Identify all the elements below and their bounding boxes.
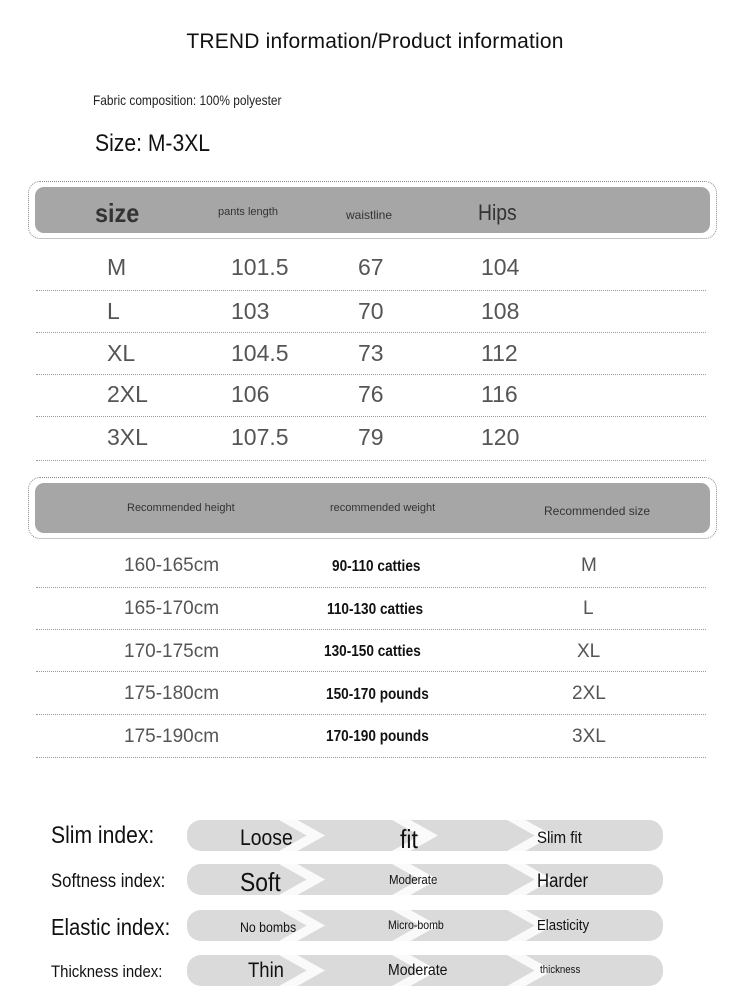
cell-recommended-height: 165-170cm <box>124 598 220 619</box>
cell-waistline: 70 <box>358 298 384 324</box>
cell-recommended-weight: 170-190 pounds <box>326 728 429 745</box>
col-header-pants-length: pants length <box>218 206 278 218</box>
cell-pants-length: 104.5 <box>231 340 289 366</box>
elastic-index-option: No bombs <box>240 919 297 935</box>
elastic-index-option: Micro-bomb <box>388 918 444 932</box>
cell-recommended-size: 3XL <box>572 726 606 747</box>
cell-pants-length: 107.5 <box>231 424 289 450</box>
cell-recommended-weight: 90-110 catties <box>332 558 421 575</box>
cell-waistline: 73 <box>358 340 384 366</box>
softness-index-option: Moderate <box>389 872 438 887</box>
col-header-hips: Hips <box>478 200 517 225</box>
col-header-recommended-height: Recommended height <box>127 502 235 514</box>
cell-hips: 116 <box>481 381 518 407</box>
cell-waistline: 67 <box>358 254 384 280</box>
fabric-composition <box>93 92 315 108</box>
cell-recommended-weight: 150-170 pounds <box>326 686 429 703</box>
table-row <box>36 248 706 291</box>
col-header-size: size <box>95 198 140 228</box>
cell-size: XL <box>107 340 136 366</box>
page-title: TREND information/Product information <box>186 30 564 53</box>
size-range-text: Size: M-3XL <box>95 130 211 157</box>
table-row <box>36 375 706 417</box>
table-row <box>36 334 706 375</box>
slim-index-option: Loose <box>240 825 293 850</box>
cell-recommended-size: L <box>583 598 594 619</box>
thickness-index-label: Thickness index: <box>51 962 163 981</box>
cell-waistline: 76 <box>358 381 384 407</box>
size-table-header <box>28 181 717 239</box>
thickness-index-option: thickness <box>540 964 581 976</box>
cell-recommended-height: 170-175cm <box>124 641 220 662</box>
cell-hips: 104 <box>481 254 520 280</box>
cell-recommended-height: 160-165cm <box>124 555 220 576</box>
cell-recommended-size: XL <box>577 641 601 662</box>
fabric-composition-text: Fabric composition: 100% polyester <box>93 92 282 108</box>
scale-divider-icon <box>279 864 325 895</box>
table-row <box>36 716 706 758</box>
elastic-index-label: Elastic index: <box>51 914 171 940</box>
elastic-index-option: Elasticity <box>537 917 590 934</box>
cell-pants-length: 103 <box>231 298 270 324</box>
slim-index-option: fit <box>400 824 418 854</box>
cell-size: M <box>107 254 127 280</box>
thickness-index-option: Moderate <box>388 962 448 979</box>
cell-recommended-size: 2XL <box>572 683 606 704</box>
cell-size: 2XL <box>107 381 148 407</box>
table-row <box>36 589 706 630</box>
softness-index-option: Harder <box>537 871 589 892</box>
cell-waistline: 79 <box>358 424 384 450</box>
cell-recommended-weight: 110-130 catties <box>327 601 424 618</box>
softness-index-label: Softness index: <box>51 871 166 892</box>
scale-divider-icon <box>279 955 325 986</box>
cell-pants-length: 101.5 <box>231 254 289 280</box>
cell-recommended-size: M <box>581 555 597 576</box>
table-row <box>36 673 706 715</box>
cell-recommended-height: 175-190cm <box>124 726 220 747</box>
softness-index-option: Soft <box>240 867 281 897</box>
cell-pants-length: 106 <box>231 381 270 407</box>
cell-hips: 120 <box>481 424 520 450</box>
thickness-index-option: Thin <box>248 959 284 982</box>
table-row <box>36 292 706 333</box>
col-header-waistline: waistline <box>346 208 393 222</box>
table-row <box>36 631 706 672</box>
table-row <box>36 418 706 461</box>
col-header-recommended-weight: recommended weight <box>330 502 436 514</box>
cell-size: 3XL <box>107 424 148 450</box>
cell-hips: 108 <box>481 298 520 324</box>
cell-size: L <box>107 298 120 324</box>
slim-index-option: Slim fit <box>537 828 582 847</box>
cell-recommended-height: 175-180cm <box>124 683 220 704</box>
cell-recommended-weight: 130-150 catties <box>324 643 421 660</box>
size-range <box>95 130 226 158</box>
cell-hips: 112 <box>481 340 518 366</box>
recommend-table-header <box>28 477 717 539</box>
col-header-recommended-size: Recommended size <box>544 504 651 518</box>
slim-index-label: Slim index: <box>51 822 155 849</box>
table-row <box>36 546 706 588</box>
